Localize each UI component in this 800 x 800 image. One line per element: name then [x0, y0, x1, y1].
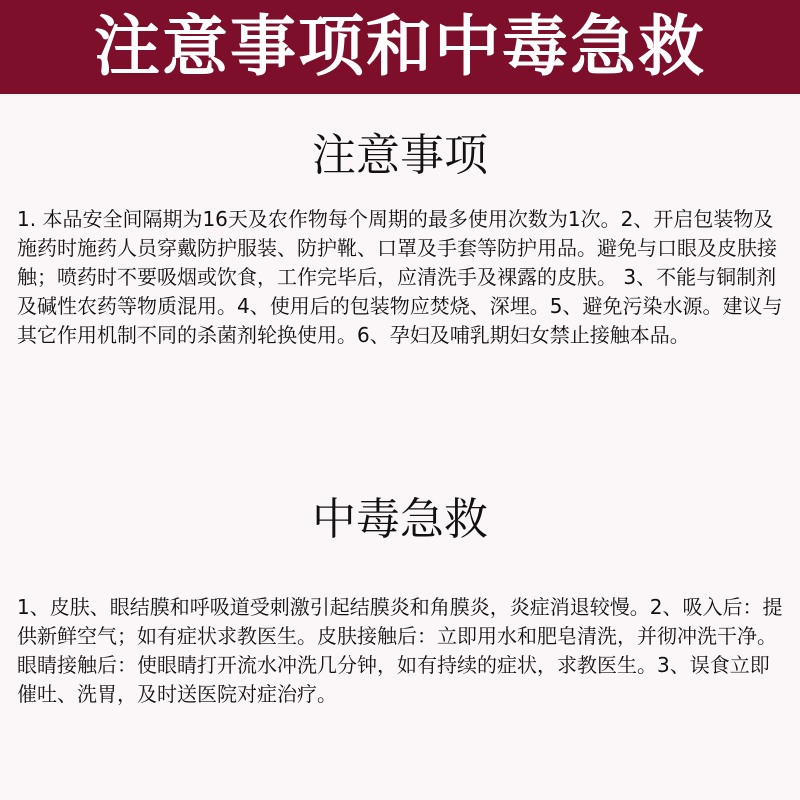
- banner-title: 注意事项和中毒急救: [94, 8, 706, 85]
- notes-text: 1. 本品安全间隔期为16天及农作物每个周期的最多使用次数为1次。2、开启包装物及施药时施药人员穿戴防护服装、防护靴、口罩及手套等防护用品。避免与口眼及皮肤接触；喷药时不要吸烟或饮食，工作完毕后，应清洗手及裸露的皮肤。 3、不能与铜制剂及碱性农药等物质混用。4、使用后的包装物应焚烧、深埋。5、避免污染水源。建议与其它作用机制不同的杀菌剂轮换使用。6、孕妇及哺乳期妇女禁止接触本品。: [17, 207, 783, 347]
- notes-heading: 注意事项: [312, 130, 488, 181]
- header-banner: [0, 0, 800, 94]
- first-aid-heading: 中毒急救: [312, 494, 488, 545]
- first-aid-text: 1、皮肤、眼结膜和呼吸道受刺激引起结膜炎和角膜炎，炎症消退较慢。2、吸入后：提供新鲜空气；如有症状求教医生。皮肤接触后：立即用水和肥皂清洗，并彻冲洗干净。眼睛接触后：使眼睛打开流水冲洗几分钟，如有持续的症状，求教医生。3、误食立即催吐、洗胃，及时送医院对症治疗。: [17, 595, 783, 706]
